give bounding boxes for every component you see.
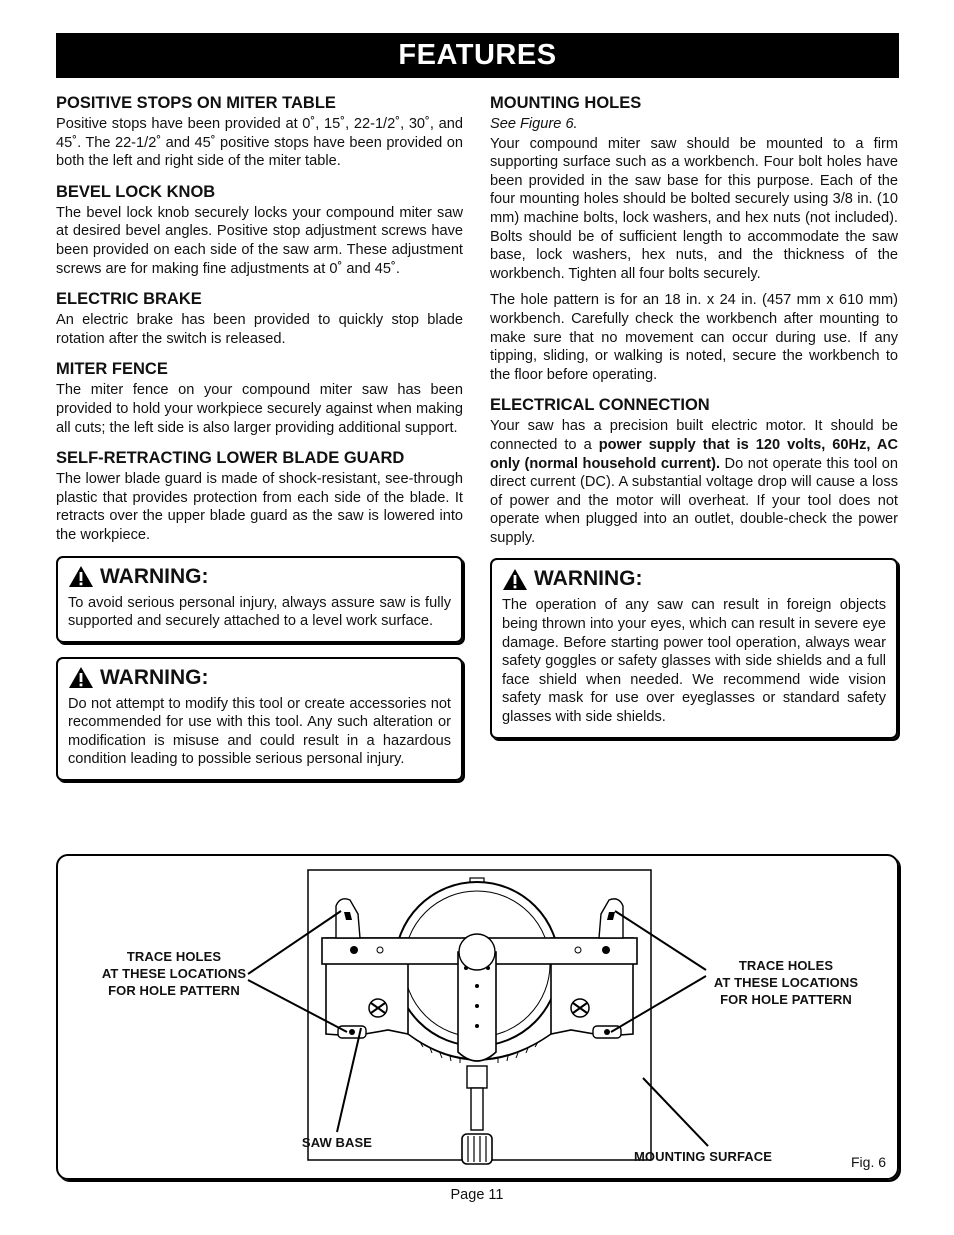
warning-box-modify [56, 657, 463, 781]
leader-saw-base [337, 1028, 361, 1132]
page-number: Page 11 [450, 1187, 504, 1203]
section-heading: SELF-RETRACTING LOWER BLADE GUARD [56, 449, 405, 468]
right-column [490, 93, 898, 753]
warning-title: WARNING: [100, 665, 209, 689]
section-positive-stops [56, 93, 463, 171]
callout-line: AT THESE LOCATIONS [713, 975, 859, 990]
callout-right-trace-holes [698, 957, 874, 1008]
callout-line: FOR HOLE PATTERN [108, 983, 240, 998]
callout-line: TRACE HOLES [126, 949, 222, 964]
section-body: The miter fence on your compound miter saw has been provided to hold your workpiece securely against when making all cuts; the left side is also larger providing additional support. [56, 382, 463, 436]
section-heading: MOUNTING HOLES [490, 94, 642, 112]
callout-line: AT THESE LOCATIONS [101, 966, 247, 981]
section-heading: POSITIVE STOPS ON MITER TABLE [56, 94, 336, 112]
callout-line: FOR HOLE PATTERN [720, 992, 852, 1007]
figure-6-box [56, 854, 899, 1180]
saw-base-label: SAW BASE [301, 1135, 373, 1150]
page-title: FEATURES [56, 33, 899, 78]
figure-reference: See Figure 6. [490, 116, 578, 132]
section-body: Your compound miter saw should be mounted to a firm supporting surface such as a workbench. Four bolt holes have been provided in the saw base for this purpose. Each of the four mounting holes should be bolted securely using 3/8 in. (10 mm) machine bolts, lock washers, and hex nuts (not included). Bolts should be of sufficient length to accommodate the saw base, lock washers, hex nuts, and the thickness of the workbench. Tighten all four bolts securely. [490, 135, 898, 282]
section-electric-brake [56, 289, 463, 348]
section-body [490, 417, 898, 547]
section-body: The lower blade guard is made of shock-resistant, see-through plastic that provides protection from each side of the blade. It retracts over the upper blade guard as the saw is lowered into the workpiece. [56, 471, 463, 543]
miter-handle-knob [462, 1134, 492, 1164]
callout-left-trace-holes [86, 948, 262, 999]
figure-label: Fig. 6 [851, 1154, 887, 1170]
saw-base-diagram [58, 856, 901, 1182]
warning-title: WARNING: [534, 567, 643, 591]
body-text: Your saw has a precision built electric motor. It should be connected to a [490, 418, 898, 453]
section-heading: ELECTRIC BRAKE [56, 290, 202, 309]
warning-body: Do not attempt to modify this tool or create accessories not recommended for use with this tool. Any such alteration or modification is misuse and could result in a hazardous condition leading to possible serious personal injury. [68, 695, 451, 768]
section-miter-fence [56, 359, 463, 437]
section-body: The bevel lock knob securely locks your compound miter saw at desired bevel angles. Positive stop adjustment screws have been provided on each side of the saw arm. These adjustment screws are for making fine adjustments at 0˚ and 45˚. [56, 204, 463, 277]
section-body: An electric brake has been provided to quickly stop blade rotation after the switch is released. [56, 312, 463, 347]
callout-line: TRACE HOLES [738, 958, 834, 973]
warning-triangle-icon [68, 666, 94, 689]
section-heading: ELECTRICAL CONNECTION [490, 396, 710, 415]
mounting-surface-label: MOUNTING SURFACE [633, 1149, 773, 1164]
body-text: Do not operate this tool on direct current (DC). A substantial voltage drop will cause a loss of power and the motor will overheat. If your tool does not operate when plugged into an outlet, double-check the power supply. [490, 455, 898, 546]
warning-body: To avoid serious personal injury, always assure saw is fully supported and securely attached to a level work surface. [68, 594, 451, 630]
warning-triangle-icon [502, 568, 528, 591]
section-heading: MITER FENCE [56, 360, 168, 379]
section-mounting-holes [490, 93, 898, 384]
warning-body: The operation of any saw can result in foreign objects being thrown into your eyes, which can result in severe eye damage. Before starting power tool operation, always wear safety goggles or safety glasses with side shields and a full face shield when needed. We recommend wide vision safety mask for use over eyeglasses or standard safety glasses with side shields. [502, 597, 886, 726]
section-bevel-lock-knob [56, 182, 463, 278]
warning-box-eye-protection [490, 558, 898, 738]
warning-title: WARNING: [100, 564, 209, 588]
body-bold-text: power supply that is 120 volts, 60Hz, AC only (normal household current). [490, 436, 898, 472]
section-lower-blade-guard [56, 448, 463, 544]
warning-header [502, 566, 886, 592]
section-body: The hole pattern is for an 18 in. x 24 in. (457 mm x 610 mm) workbench. Carefully check the workbench after mounting to make sure that no movement can occur during use. If any tipping, sliding, or walking is noted, secure the workbench to the floor before operating. [490, 292, 898, 383]
left-column [56, 93, 463, 795]
warning-header [68, 665, 451, 691]
leader-mounting-surface [643, 1078, 708, 1146]
warning-box-mounting [56, 556, 463, 643]
section-body: Positive stops have been provided at 0˚, 15˚, 22-1/2˚, 30˚, and 45˚. The 22-1/2˚ and 45˚ positive stops have been provided on both the left and right side of the miter table. [56, 116, 463, 170]
section-electrical-connection [490, 395, 898, 547]
warning-triangle-icon [68, 565, 94, 588]
section-heading: BEVEL LOCK KNOB [56, 182, 216, 201]
warning-header [68, 564, 451, 590]
